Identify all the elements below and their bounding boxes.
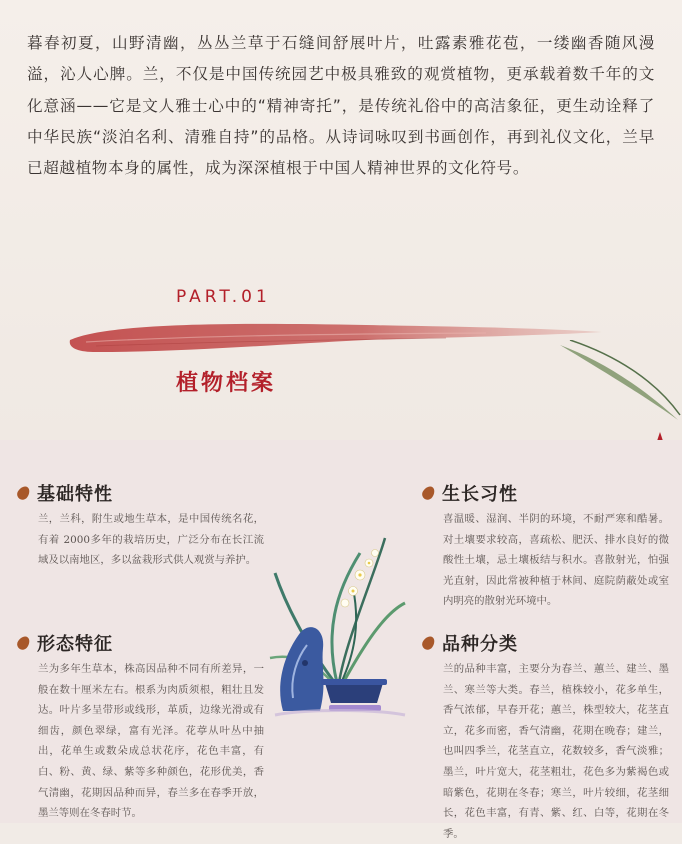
card-form-header [18,630,113,656]
card-title: 品种分类 [442,634,518,655]
card-title: 基础特性 [37,484,113,505]
card-title: 形态特征 [37,634,113,655]
leaf-bullet-icon [15,634,32,652]
part-label: PART.01 [176,287,271,307]
card-body: 兰，兰科，附生或地生草本，是中国传统名花，有着 2000多年的栽培历史，广泛分布在长江流域及以南地区，多以盆栽形式供人观赏与养护。 [38,513,264,567]
red-brush-stroke [66,318,606,360]
orchid-leaf-decoration [560,340,682,445]
card-variety-header [423,630,518,656]
orchid-illustration [265,533,415,723]
leaf-bullet-icon [420,484,437,502]
card-body: 喜温暖、湿润、半阴的环境，不耐严寒和酷暑。对土壤要求较高，喜疏松、肥沃、排水良好的微酸性土壤，忌土壤板结与积水。喜散射光，怕强光直射，因此常被种植于林间、庭院荫蔽处或室内明亮的散射光环境中。 [443,513,669,608]
card-habit-header [423,480,518,506]
card-body: 兰的品种丰富，主要分为春兰、蕙兰、建兰、墨兰、寒兰等大类。春兰，植株较小，花多单生，香气浓郁，早春开花；蕙兰，株型较大，花茎直立，花多而密，香气清幽，花期在晚春；建兰，也叫四季兰，花茎直立，花数较多，香气淡雅；墨兰，叶片宽大，花茎粗壮，花色多为紫褐色或暗紫色，花期在冬春；寒兰，叶片较细，花茎细长，花色丰富，有青、紫、红、白等，花期在冬季。 [443,663,669,840]
card-title: 生长习性 [442,484,518,505]
leaf-bullet-icon [15,484,32,502]
leaf-bullet-icon [420,634,437,652]
intro-paragraph: 暮春初夏，山野清幽，丛丛兰草于石缝间舒展叶片，吐露素雅花苞，一缕幽香随风漫溢，沁人心脾。兰，不仅是中国传统园艺中极具雅致的观赏植物，更承载着数千年的文化意涵——它是文人雅士心中的“精神寄托”，是传统礼俗中的高洁象征，更生动诠释了中华民族“淡泊名利、清雅自持”的品格。从诗词咏叹到书画创作，再到礼仪文化，兰早已超越植物本身的属性，成为深深植根于中国人精神世界的文化符号。 [27,34,655,178]
card-body: 兰为多年生草本，株高因品种不同有所差异，一般在数十厘米左右。根系为肉质须根，粗壮且发达。叶片多呈带形或线形，革质，边缘光滑或有细齿，颜色翠绿，富有光泽。花葶从叶丛中抽出，花单生或数朵成总状花序，花色丰富，有白、粉、黄、绿、紫等多种颜色，花形优美，香气清幽，花期因品种而异，春兰多在春季开放，墨兰等则在冬春时节。 [38,663,264,820]
card-basic-header [18,480,113,506]
section-title: 植物档案 [176,371,277,396]
